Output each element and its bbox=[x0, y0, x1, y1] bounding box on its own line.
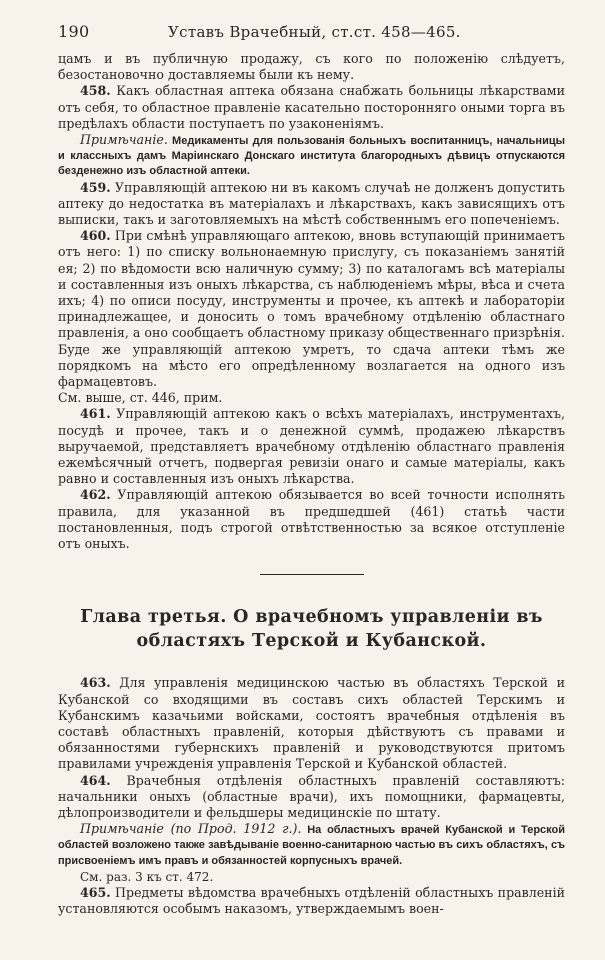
article-463: 463. Для управленія медицинскою частью въ областяхъ Терской и Кубанской со входящими въ составъ сихъ областей Терскимъ и Кубанскимъ казачьими войсками, состоятъ врачебныя отдѣленія въ составѣ областныхъ правленій, которыя дѣйствуютъ съ правами и обязанностями губернскихъ правленій и руководствуются притомъ правилами учрежденія управленія Терской и Кубанской областей. bbox=[58, 675, 565, 772]
page-header bbox=[58, 22, 565, 41]
article-459: 459. Управляющій аптекою ни въ какомъ случаѣ не долженъ допустить аптеку до недостатка въ матеріалахъ и лѣкарствахъ, какъ зависящихъ отъ выписки, такъ и заготовляемыхъ на мѣстѣ собственнымъ его попеченіемъ. bbox=[58, 179, 565, 228]
cross-reference-460: См. выше, ст. 446, прим. bbox=[58, 390, 223, 406]
running-title: Уставъ Врачебный, ст.ст. 458—465. bbox=[168, 23, 461, 41]
section-divider bbox=[260, 574, 364, 575]
note-464: Примѣчаніе (по Прод. 1912 г.). На областныхъ врачей Кубанской и Терской областей возложено также завѣдываніе военно-санитарною частью въ сихъ областяхъ, съ присвоеніемъ имъ правъ и обязанностей корпусныхъ врачей. bbox=[58, 821, 565, 867]
article-461: 461. Управляющій аптекою какъ о всѣхъ матеріалахъ, инструментахъ, посудѣ и прочее, такъ и о денежной суммѣ, продажею лѣкарствъ выручаемой, представляетъ врачебному отдѣленію областнаго правленія ежемѣсячный отчетъ, подвергая ревизіи онаго и самые матеріалы, какъ равно и составленныя изъ оныхъ лѣкарства. bbox=[58, 406, 565, 487]
article-465: 465. Предметы вѣдомства врачебныхъ отдѣленій областныхъ правленій установляются особымъ наказомъ, утверждаемымъ воен- bbox=[58, 884, 565, 916]
article-460: 460. При смѣнѣ управляющаго аптекою, вновь вступающій принимаетъ отъ него: 1) по списку вольнонаемную прислугу, съ показаніемъ занятій ея; 2) по вѣдомости всю наличную сумму; 3) по каталогамъ всѣ матеріалы и составленныя изъ оныхъ лѣкарства, съ наблюденіемъ мѣры, вѣса и счета ихъ; 4) по описи посуду, инструменты и прочее, къ аптекѣ и лабораторіи принадлежащее, и доносить о томъ врачебному отдѣленію областнаго правленія, а оно сообщаетъ областному приказу общественнаго призрѣнія. Буде же управляющій аптекою умретъ, то сдача аптеки тѣмъ же порядкомъ на мѣсто его опредѣленному возлагается на одного изъ фармацевтовъ. bbox=[58, 228, 565, 390]
cross-reference-472: См. раз. 3 къ ст. 472. bbox=[80, 869, 214, 884]
article-464: 464. Врачебныя отдѣленія областныхъ правленій составляютъ: начальники оныхъ (областные врачи), ихъ помощники, фармацевты, дѣлопроизводители и фельдшеры медицинскіе по штату. bbox=[58, 772, 565, 820]
paragraph-continuation: цамъ и въ публичную продажу, съ кого по положенію слѣдуетъ, безостановочно доставляемы были къ нему. bbox=[58, 51, 565, 83]
page-number: 190 bbox=[58, 22, 90, 41]
chapter-title: Глава третья. О врачебномъ управленіи въ областяхъ Терской и Кубанской. bbox=[80, 607, 543, 652]
article-462: 462. Управляющій аптекою обязывается во всей точности исполнять правила, для указанной въ предшедшей (461) статьѣ части постановленныя, подъ строгой отвѣтственностью за всякое отступленіе отъ оныхъ. bbox=[58, 487, 565, 552]
article-458: 458. Какъ областная аптека обязана снабжать больницы лѣкарствами отъ себя, то областное правленіе касательно посторонняго оными торга въ предѣлахъ области поступаетъ по узаконеніямъ. bbox=[58, 83, 565, 131]
note-458: Примѣчаніе. Медикаменты для пользованія больныхъ воспитанницъ, начальницы и классныхъ дамъ Маріинскаго Донскаго института благородныхъ дѣвицъ отпускаются безденежно изъ областной аптеки. bbox=[58, 132, 565, 178]
